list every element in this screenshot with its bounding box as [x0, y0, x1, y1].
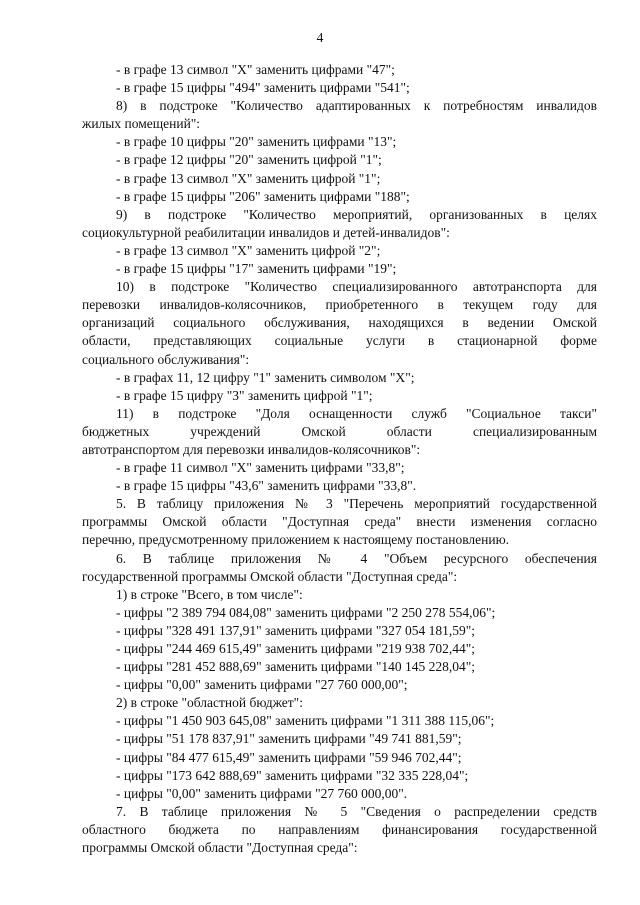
- text-line: организаций социального обслуживания, находящихся в ведении Омской: [82, 315, 597, 331]
- text-line: 6. В таблице приложения № 4 "Объем ресурсного обеспечения: [116, 550, 597, 566]
- text-line: - цифры "2 389 794 084,08" заменить цифрами "2 250 278 554,06";: [116, 604, 496, 620]
- text-line: - в графе 10 цифры "20" заменить цифрами "13";: [116, 134, 397, 150]
- text-line: - цифры "328 491 137,91" заменить цифрами "327 054 181,59";: [116, 622, 476, 638]
- text-line: социокультурной реабилитации инвалидов и детей-инвалидов":: [82, 224, 450, 240]
- text-line: - в графе 13 символ "X" заменить цифрами "47";: [116, 62, 395, 77]
- text-line: - в графе 15 цифры "206" заменить цифрами "188";: [116, 188, 410, 204]
- text-line: области, представляющих социальные услуги в стационарной форме: [82, 333, 597, 349]
- text-line: - в графах 11, 12 цифру "1" заменить символом "X";: [116, 369, 415, 385]
- text-line: 5. В таблицу приложения № 3 "Перечень мероприятий государственной: [116, 496, 597, 512]
- text-line: автотранспортом для перевозки инвалидов-колясочников":: [82, 441, 421, 457]
- text-line: 7. В таблице приложения № 5 "Сведения о распределении средств: [116, 803, 597, 819]
- text-line: государственной программы Омской области "Доступная среда":: [82, 568, 458, 584]
- text-line: - цифры "84 477 615,49" заменить цифрами "59 946 702,44";: [116, 749, 462, 765]
- text-line: - в графе 13 символ "X" заменить цифрой "1";: [116, 170, 381, 186]
- text-line: перечню, предусмотренному приложением к настоящему постановлению.: [82, 532, 510, 548]
- text-line: 11) в подстроке "Доля оснащенности служб "Социальное такси": [116, 405, 597, 421]
- text-line: 1) в строке "Всего, в том числе":: [116, 586, 303, 602]
- text-line: - в графе 13 символ "X" заменить цифрой "2";: [116, 242, 381, 258]
- text-line: - цифры "1 450 903 645,08" заменить цифрами "1 311 388 115,06";: [116, 713, 495, 729]
- text-line: - в графе 12 цифры "20" заменить цифрой "1";: [116, 152, 382, 168]
- text-line: - цифры "281 452 888,69" заменить цифрами "140 145 228,04";: [116, 659, 476, 675]
- text-line: 8) в подстроке "Количество адаптированных к потребностям инвалидов: [116, 98, 597, 114]
- text-line: - цифры "51 178 837,91" заменить цифрами "49 741 881,59";: [116, 731, 462, 747]
- text-line: - цифры "0,00" заменить цифрами "27 760 000,00".: [116, 785, 408, 801]
- text-line: областного бюджета по направлениям финансирования государственной: [82, 821, 597, 837]
- text-line: перевозки инвалидов-колясочников, приобретенного в текущем году для: [82, 297, 597, 313]
- page-number: 4: [316, 30, 324, 45]
- text-line: - в графе 15 цифру "3" заменить цифрой "1";: [116, 387, 373, 403]
- text-line: - цифры "173 642 888,69" заменить цифрами "32 335 228,04";: [116, 767, 469, 783]
- text-line: социального обслуживания":: [82, 351, 250, 367]
- text-line: 9) в подстроке "Количество мероприятий, организованных в целях: [116, 206, 597, 222]
- text-line: 10) в подстроке "Количество специализированного автотранспорта для: [116, 279, 597, 295]
- text-line: - цифры "244 469 615,49" заменить цифрами "219 938 702,44";: [116, 641, 476, 656]
- text-line: - цифры "0,00" заменить цифрами "27 760 000,00";: [116, 677, 408, 693]
- text-line: - в графе 15 цифры "17" заменить цифрами "19";: [116, 261, 397, 277]
- text-line: 2) в строке "областной бюджет":: [116, 695, 303, 711]
- text-line: жилых помещений":: [82, 116, 201, 132]
- text-line: - в графе 15 цифры "494" заменить цифрами "541";: [116, 80, 410, 96]
- document-body: [82, 61, 597, 857]
- text-line: - в графе 15 цифры "43,6" заменить цифрами "33,8".: [116, 478, 417, 494]
- text-line: программы Омской области "Доступная среда" внести изменения согласно: [82, 514, 597, 530]
- text-line: программы Омской области "Доступная среда":: [82, 840, 358, 856]
- text-line: бюджетных учреждений Омской области специализированным: [82, 423, 597, 439]
- text-line: - в графе 11 символ "X" заменить цифрами "33,8";: [116, 460, 405, 476]
